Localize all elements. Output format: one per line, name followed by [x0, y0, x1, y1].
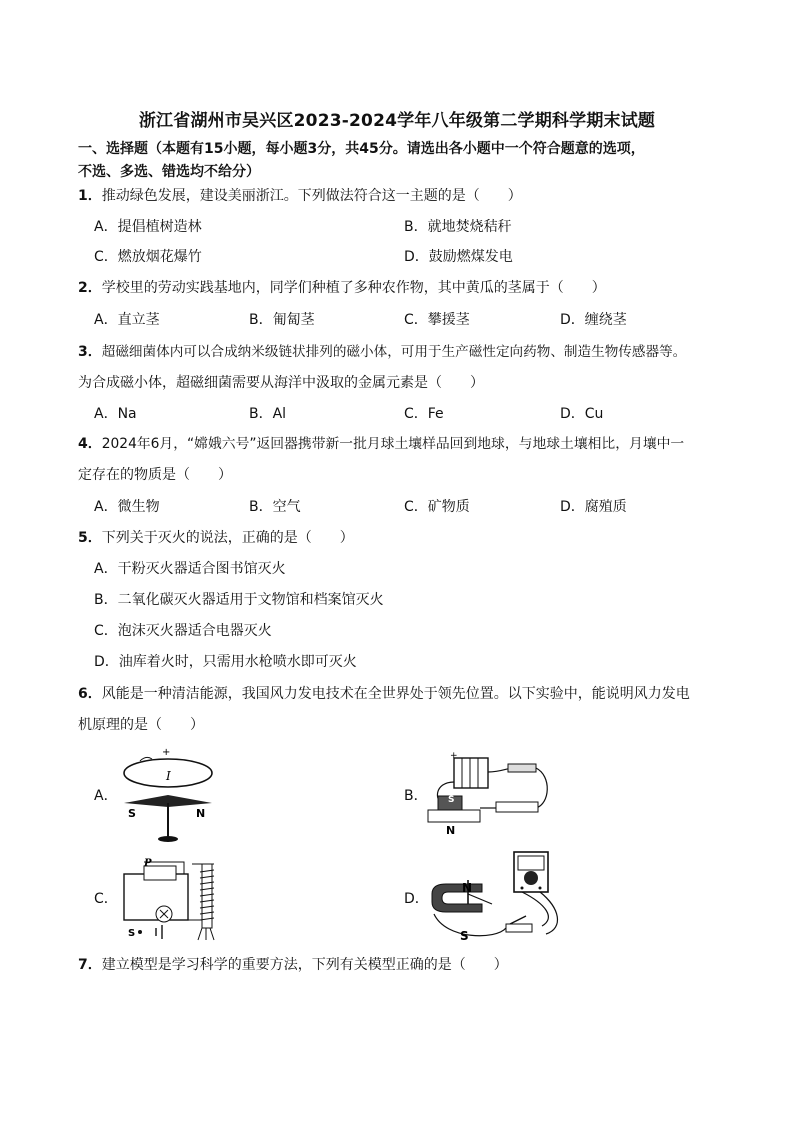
question-number: 4．	[78, 436, 102, 452]
question-6	[78, 682, 794, 706]
question-2	[78, 276, 794, 300]
switch-s-label: S	[128, 928, 136, 939]
question-text: 学校里的劳动实践基地内，同学们种植了多种农作物，其中黄瓜的茎属于（ ）	[101, 280, 606, 296]
oersted-experiment-diagram	[118, 745, 218, 845]
positive-terminal-label: +	[162, 747, 171, 758]
option-a[interactable]: A．Na	[94, 406, 137, 422]
option-b[interactable]: B．就地焚烧秸秆	[404, 219, 512, 235]
question-3-continued: 为合成磁小体，超磁细菌需要从海洋中汲取的金属元素是（ ）	[78, 375, 484, 391]
question-1	[78, 184, 794, 208]
option-d[interactable]: D．腐殖质	[560, 499, 627, 515]
option-b[interactable]: B．匍匐茎	[249, 312, 315, 328]
option-c[interactable]: C．	[94, 891, 118, 907]
question-number: 2．	[78, 280, 102, 296]
question-text: 下列关于灭火的说法，正确的是（ ）	[101, 530, 354, 546]
question-number: 7．	[78, 957, 102, 973]
question-3	[78, 340, 794, 364]
north-pole-label: N	[446, 824, 456, 837]
motor-battery-circuit-diagram	[424, 752, 554, 836]
option-d[interactable]: D．	[404, 891, 429, 907]
north-pole-label: N	[462, 881, 473, 895]
slider-p-label: P	[144, 858, 152, 869]
question-text: 超磁细菌体内可以合成纳米级链状排列的磁小体，可用于生产磁性定向药物、制造生物传感器等。	[101, 344, 687, 360]
option-a[interactable]: A．微生物	[94, 499, 160, 515]
page-title: 浙江省湖州市吴兴区2023-2024学年八年级第二学期科学期末试题	[138, 111, 656, 131]
battery-plus-label: +	[450, 751, 458, 761]
option-c[interactable]: C．攀援茎	[404, 312, 470, 328]
question-6-continued: 机原理的是（ ）	[78, 717, 204, 733]
option-a[interactable]: A．直立茎	[94, 312, 160, 328]
option-b[interactable]: B．	[404, 788, 428, 804]
section-heading-line1: 一、选择题（本题有15小题，每小题3分，共45分。请选出各小题中一个符合题意的选项，	[78, 141, 645, 157]
south-pole-label: S	[448, 795, 455, 805]
question-text: 建立模型是学习科学的重要方法，下列有关模型正确的是（ ）	[101, 957, 508, 973]
question-7	[78, 953, 794, 977]
option-b[interactable]: B．Al	[249, 406, 287, 422]
option-c[interactable]: C．Fe	[404, 406, 444, 422]
electromagnetic-induction-diagram	[426, 848, 570, 944]
option-b[interactable]: B．空气	[249, 499, 301, 515]
south-pole-label: S	[460, 929, 469, 943]
option-c[interactable]: C．燃放烟花爆竹	[94, 249, 202, 265]
electromagnet-circuit-diagram	[118, 856, 228, 946]
current-label: I	[166, 769, 171, 783]
question-number: 3．	[78, 344, 102, 360]
question-text: 推动绿色发展，建设美丽浙江。下列做法符合这一主题的是（ ）	[101, 188, 522, 204]
question-number: 1．	[78, 188, 102, 204]
section-heading-line2: 不选、多选、错选均不给分）	[78, 164, 260, 180]
question-number: 5．	[78, 530, 102, 546]
option-d[interactable]: D．鼓励燃煤发电	[404, 249, 513, 265]
south-pole-label: S	[128, 807, 136, 820]
north-pole-label: N	[196, 807, 206, 820]
question-4-continued: 定存在的物质是（ ）	[78, 467, 232, 483]
question-4	[78, 432, 794, 456]
question-number: 6．	[78, 686, 102, 702]
option-c[interactable]: C．泡沫灭火器适合电器灭火	[94, 623, 272, 639]
option-a[interactable]: A．干粉灭火器适合图书馆灭火	[94, 561, 286, 577]
option-a[interactable]: A．提倡植树造林	[94, 219, 202, 235]
option-d[interactable]: D．Cu	[560, 406, 604, 422]
option-c[interactable]: C．矿物质	[404, 499, 470, 515]
question-5	[78, 526, 794, 550]
option-d[interactable]: D．油库着火时，只需用水枪喷水即可灭火	[94, 654, 357, 670]
option-b[interactable]: B．二氧化碳灭火器适用于文物馆和档案馆灭火	[94, 592, 384, 608]
option-a[interactable]: A．	[94, 788, 118, 804]
option-d[interactable]: D．缠绕茎	[560, 312, 627, 328]
question-text: 风能是一种清洁能源，我国风力发电技术在全世界处于领先位置。以下实验中，能说明风力发电	[101, 686, 690, 702]
question-text: 2024年6月，“嫦娥六号”返回器携带新一批月球土壤样品回到地球，与地球土壤相比，月壤中一	[101, 436, 685, 452]
